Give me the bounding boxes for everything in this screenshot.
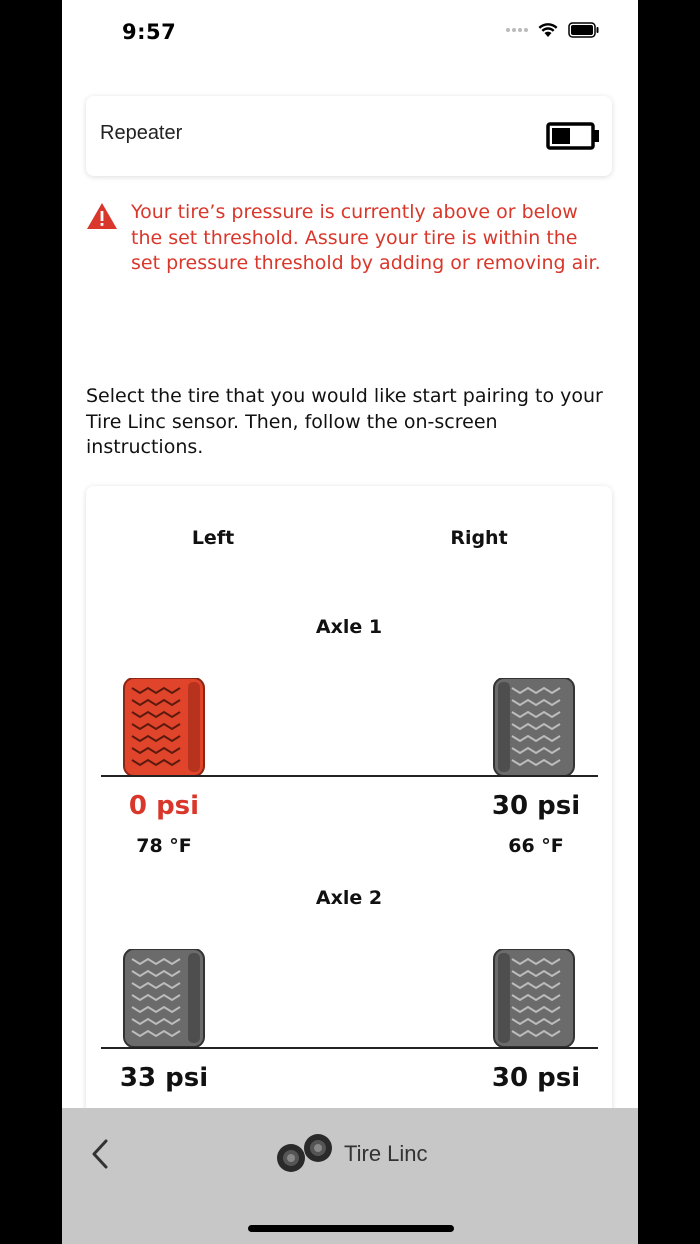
tire-icon — [492, 678, 576, 776]
wifi-icon — [538, 22, 558, 38]
tire-axle1-right[interactable] — [492, 678, 576, 776]
warning-triangle-icon — [86, 202, 118, 230]
tire-icon — [492, 949, 576, 1047]
battery-status-icon — [568, 22, 600, 38]
tire-icon — [122, 949, 206, 1047]
axle2-right-pressure: 30 psi — [491, 1063, 581, 1093]
axle1-left-temperature: 78 °F — [136, 835, 192, 857]
tire-axle2-left[interactable] — [122, 949, 206, 1047]
chevron-left-icon — [86, 1136, 116, 1172]
pairing-instructions: Select the tire that you would like start pairing to your Tire Linc sensor. Then, follow the on-screen instructions. — [86, 385, 603, 458]
cellular-signal-icon — [506, 28, 528, 32]
axle-2-ground-line — [101, 1047, 598, 1049]
bar-title: Tire Linc — [344, 1141, 428, 1166]
bottom-nav-bar — [62, 1108, 638, 1244]
repeater-label: Repeater — [100, 122, 183, 144]
axle2-left-pressure: 33 psi — [119, 1063, 209, 1093]
phone-screen — [62, 0, 638, 1244]
tire-axle1-left[interactable] — [122, 678, 206, 776]
tire-sensor-logo-icon — [276, 1128, 336, 1176]
axle-1-label: Axle 1 — [315, 616, 383, 638]
axle-1-ground-line — [101, 775, 598, 777]
status-time: 9:57 — [122, 20, 177, 44]
left-side-label: Left — [191, 527, 235, 549]
axle1-right-temperature: 66 °F — [508, 835, 564, 857]
repeater-card[interactable] — [86, 96, 612, 176]
battery-icon — [546, 122, 600, 150]
back-button[interactable] — [86, 1136, 116, 1172]
tire-axle2-right[interactable] — [492, 949, 576, 1047]
right-side-label: Right — [450, 527, 508, 549]
axle1-right-pressure: 30 psi — [491, 791, 581, 821]
warning-text: Your tire’s pressure is currently above or below the set threshold. Assure your tire is within the set pressure threshold by adding or removing air. — [131, 201, 601, 274]
axle-2-label: Axle 2 — [315, 887, 383, 909]
status-bar — [62, 0, 638, 64]
tire-layout-card — [86, 486, 612, 1126]
home-indicator — [248, 1225, 454, 1232]
status-icons — [506, 22, 600, 38]
tire-icon — [122, 678, 206, 776]
axle1-left-pressure: 0 psi — [128, 791, 200, 821]
